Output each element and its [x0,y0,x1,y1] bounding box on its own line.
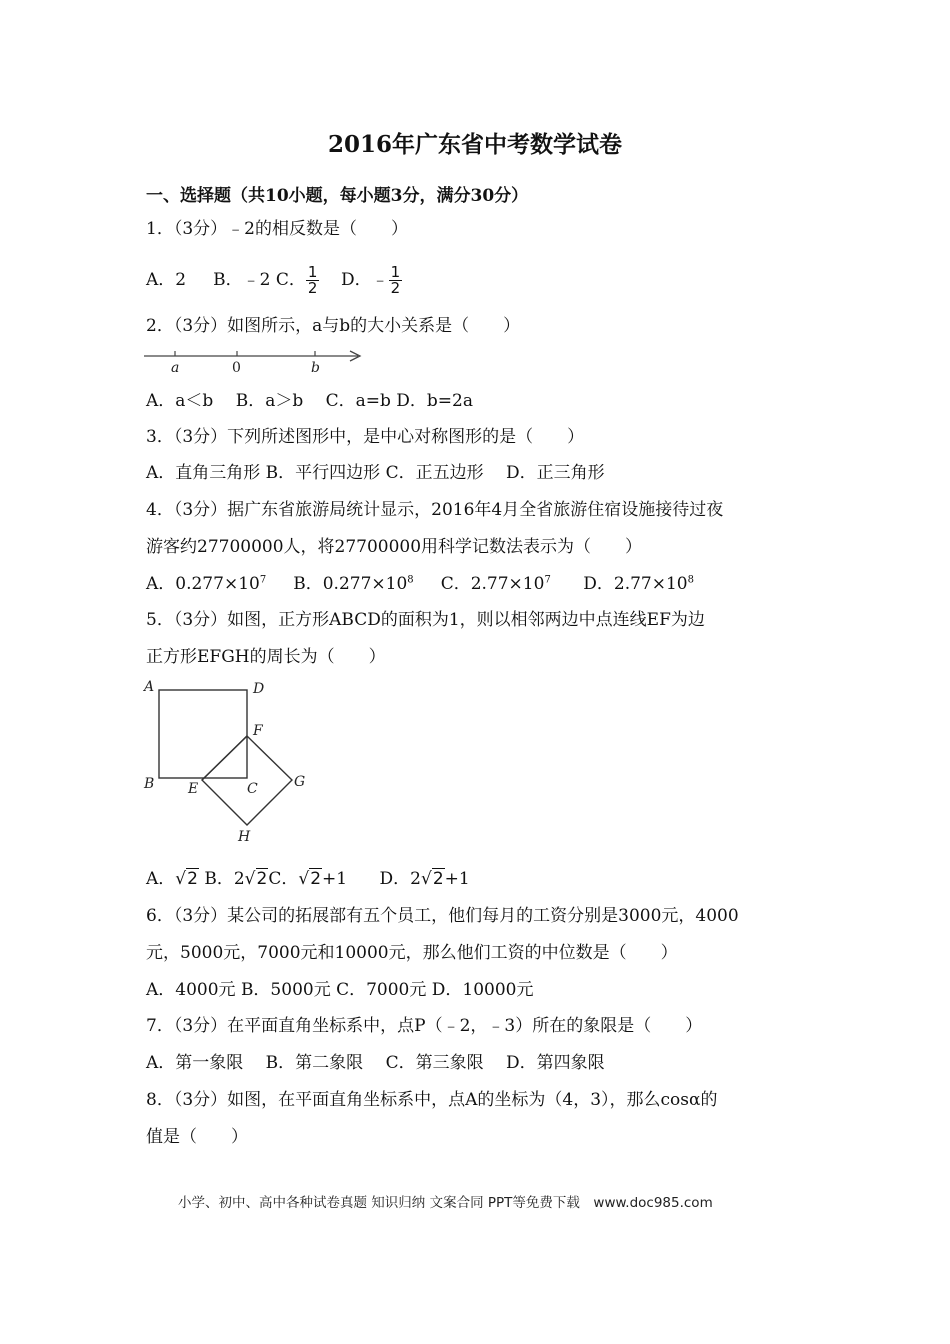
label-zero: 0 [232,360,241,376]
fraction-half: $\frac{1}{2}$ [390,263,401,297]
question-5-stem-line-2: 正方形EFGH的周长为（ ） [146,647,386,667]
question-8-stem-line-1: 8．（3分）如图，在平面直角坐标系中，点A的坐标为（4，3），那么cosα的 [146,1090,718,1110]
question-3-stem: 3．（3分）下列所述图形中，是中心对称图形的是（ ） [146,427,585,447]
square-figure [140,676,320,846]
square-abcd [159,690,247,778]
label-D: D [253,681,265,697]
question-4-options [146,572,694,596]
label-b: b [311,360,320,376]
q4-option-d: D．$2.77\times 10^8$ [583,574,694,594]
q5-option-a: A．√2 [146,869,198,889]
sqrt-icon: √2 [244,869,268,889]
question-3-options: A．直角三角形 B．平行四边形 C．正五边形 D．正三角形 [146,463,605,483]
question-7-stem: 7．（3分）在平面直角坐标系中，点P（﹣2，﹣3）所在的象限是（ ） [146,1016,703,1036]
q1-option-d: D．﹣ [341,270,389,290]
q1-option-c: C． [275,270,306,290]
question-5-stem-line-1: 5．（3分）如图，正方形ABCD的面积为1，则以相邻两边中点连线EF为边 [146,610,705,630]
question-1-options [146,265,402,296]
label-F: F [253,723,263,739]
q5-option-b: B．2√2 [204,869,268,889]
section-heading: 一、选择题（共10小题，每小题3分，满分30分） [146,186,529,206]
q5-option-d: D．2√2+1 [379,869,470,889]
q1-option-a: A．2 [146,270,187,290]
label-B: B [144,776,155,792]
label-E: E [188,781,199,797]
page-title: 2016年广东省中考数学试卷 [327,131,622,158]
label-a: a [171,360,180,376]
question-4-stem-line-2: 游客约27700000人，将27700000用科学记数法表示为（ ） [146,537,643,557]
question-2-stem: 2．（3分）如图所示，a与b的大小关系是（ ） [146,316,521,336]
label-C: C [247,781,258,797]
page-footer: 小学、初中、高中各种试卷真题 知识归纳 文案合同 PPT等免费下载 www.doc985.com [178,1195,713,1211]
question-5-options [146,867,470,891]
q4-option-a: A．$0.277\times 10^7$ [146,574,267,594]
label-H: H [238,829,251,845]
question-8-stem-line-2: 值是（ ） [146,1127,248,1147]
q1-option-b: B．﹣2 [213,270,271,290]
q5-option-c: C．√2+1 [268,869,348,889]
fraction-half: $\frac{1}{2}$ [307,263,318,297]
label-G: G [294,774,306,790]
sqrt-icon: √2 [420,869,444,889]
question-1-stem: 1．（3分）﹣2的相反数是（ ） [146,219,408,239]
sqrt-icon: √2 [298,869,322,889]
number-line-figure [142,344,368,378]
label-A: A [144,679,155,695]
question-6-options: A．4000元 B．5000元 C．7000元 D．10000元 [146,980,534,1000]
question-7-options: A．第一象限 B．第二象限 C．第三象限 D．第四象限 [146,1053,605,1073]
question-2-options: A．a＜b B．a＞b C．a=b D．b=2a [146,391,473,411]
segment-ef [202,736,247,780]
question-6-stem-line-1: 6．（3分）某公司的拓展部有五个员工，他们每月的工资分别是3000元，4000 [146,906,739,926]
question-4-stem-line-1: 4．（3分）据广东省旅游局统计显示，2016年4月全省旅游住宿设施接待过夜 [146,500,724,520]
q4-option-c: C．$2.77\times 10^7$ [440,574,551,594]
q4-option-b: B．$0.277\times 10^8$ [293,574,414,594]
sqrt-icon: √2 [175,869,198,889]
question-6-stem-line-2: 元，5000元，7000元和10000元，那么他们工资的中位数是（ ） [146,943,678,963]
